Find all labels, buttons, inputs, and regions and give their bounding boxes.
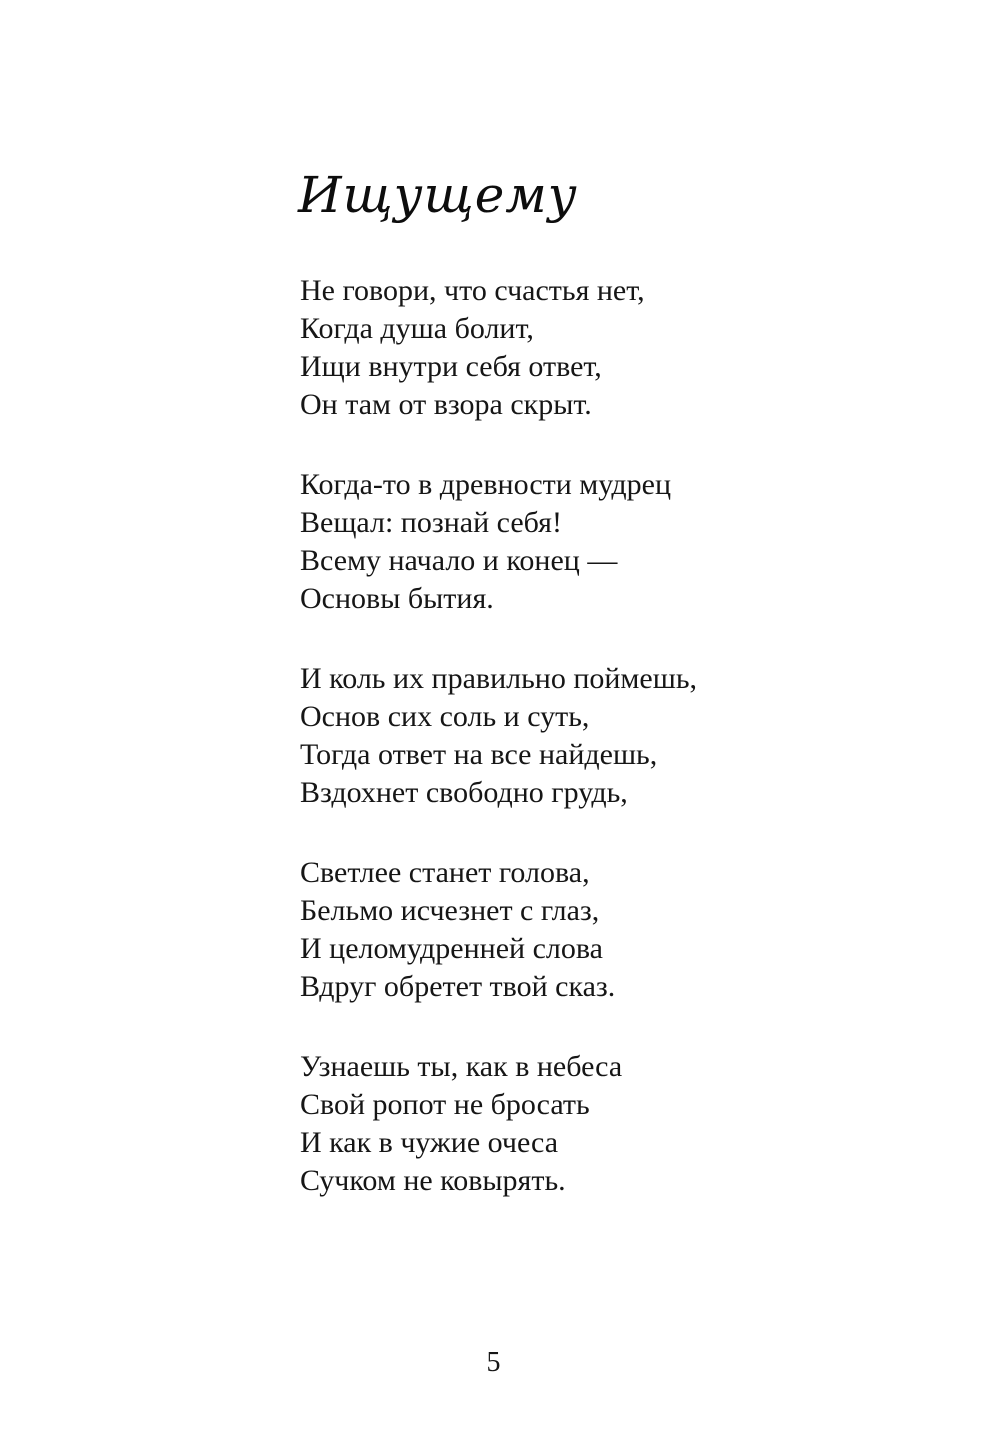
poem-line: Вздохнет свободно грудь, [300,776,628,809]
poem-line: Когда душа болит, [300,312,534,345]
poem-line: Всему начало и конец — [300,544,618,577]
poem-line: Основы бытия. [300,582,494,615]
poem-body [300,272,900,1242]
poem-line: И целомудренней слова [300,932,603,965]
poem-line: Сучком не ковырять. [300,1164,566,1197]
poem-title: Ищущему [298,166,578,224]
poem-line: И коль их правильно поймешь, [300,662,698,695]
poem-line: Не говори, что счастья нет, [300,274,645,307]
poem-line: Светлее станет голова, [300,856,590,889]
stanza [300,854,900,1006]
poem-line: Ищи внутри себя ответ, [300,350,602,383]
poem-line: Узнаешь ты, как в небеса [300,1050,623,1083]
poem-line: Бельмо исчезнет с глаз, [300,894,600,927]
stanza [300,660,900,812]
poem-line: Он там от взора скрыт. [300,388,592,421]
stanza [300,466,900,618]
page-number: 5 [486,1347,501,1378]
poem-line: Основ сих соль и суть, [300,700,590,733]
poem-line: Тогда ответ на все найдешь, [300,738,658,771]
stanza [300,1048,900,1200]
stanza [300,272,900,424]
poem-line: Когда-то в древности мудрец [300,468,672,501]
poem-line: Свой ропот не бросать [300,1088,590,1121]
poem-line: Вдруг обретет твой сказ. [300,970,616,1003]
poem-line: И как в чужие очеса [300,1126,559,1159]
poem-line: Вещал: познай себя! [300,506,562,539]
